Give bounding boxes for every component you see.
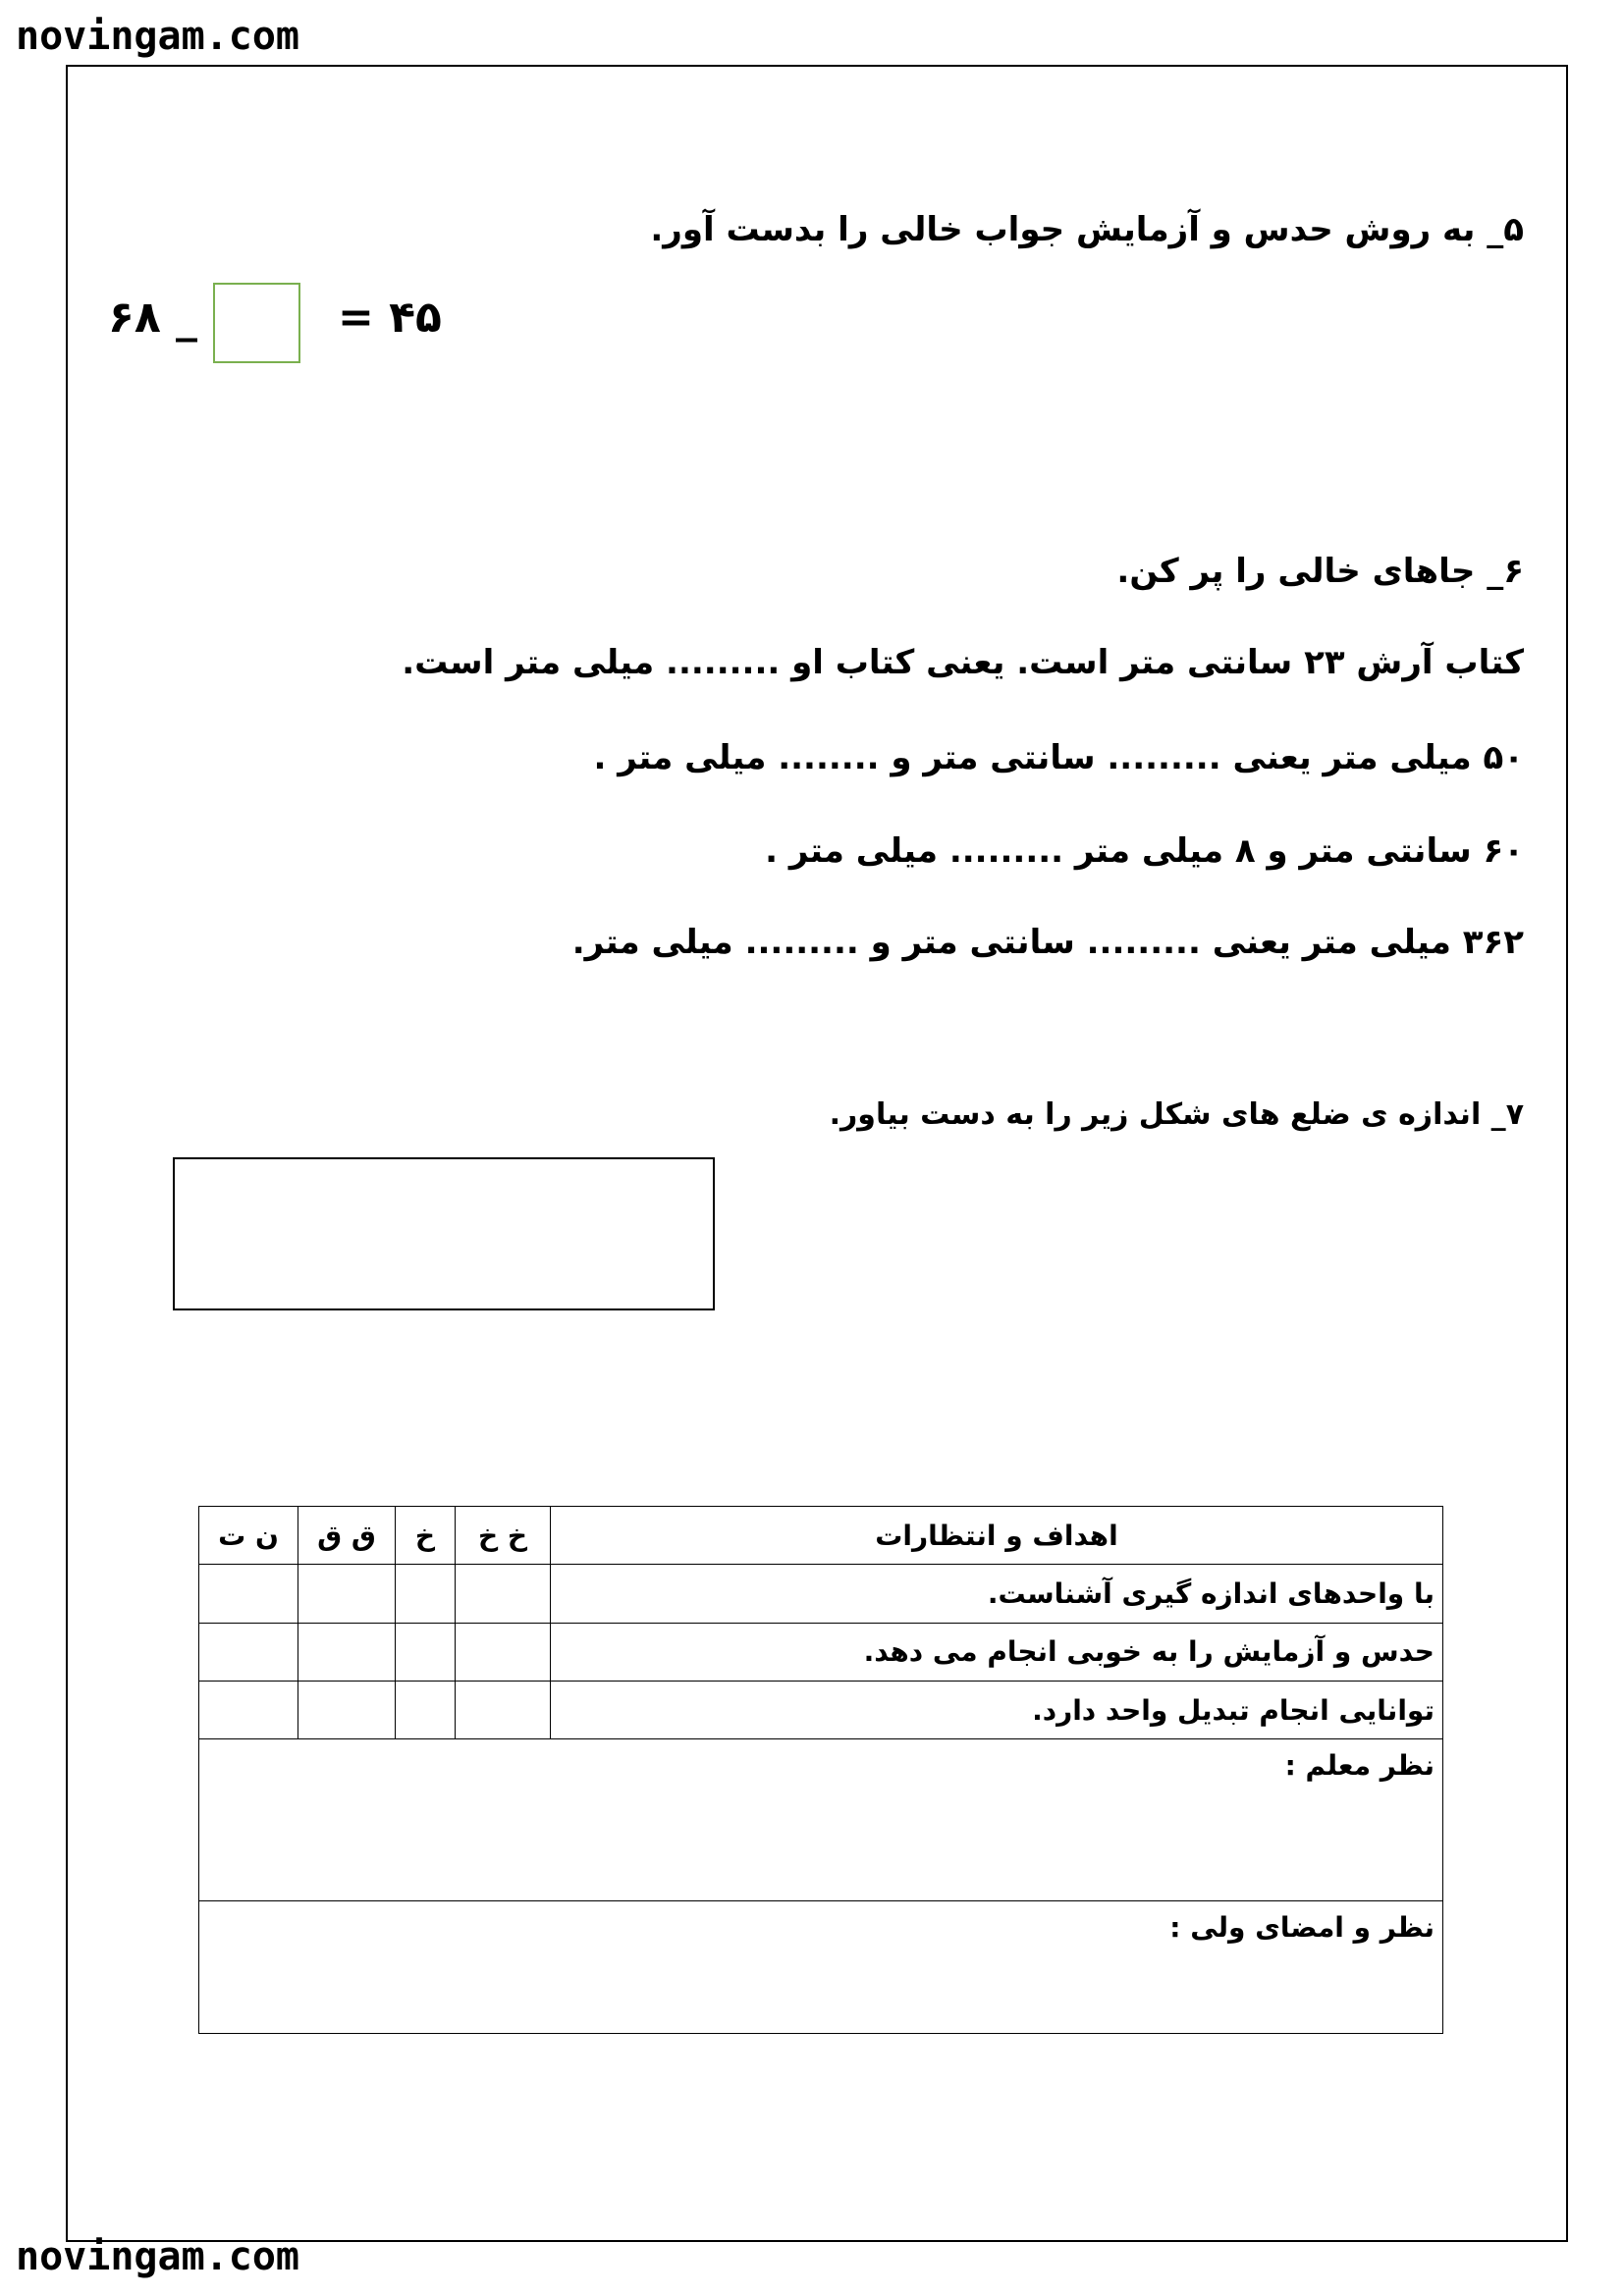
table-row <box>199 1623 1443 1681</box>
mark-cell[interactable] <box>456 1623 551 1681</box>
question-5-title: ۵_ به روش حدس و آزمایش جواب خالی را بدست آور. <box>650 210 1524 249</box>
mark-cell[interactable] <box>199 1681 298 1738</box>
mark-cell[interactable] <box>298 1623 396 1681</box>
mark-cell[interactable] <box>298 1565 396 1623</box>
evaluation-table <box>198 1506 1443 2034</box>
header-kh: خ <box>396 1507 456 1565</box>
teacher-note[interactable]: نظر معلم : <box>199 1739 1443 1901</box>
question-6-title: ۶_ جاهای خالی را پر کن. <box>1116 552 1524 591</box>
watermark-top: novingam.com <box>16 14 299 59</box>
equation <box>108 283 452 363</box>
parent-note[interactable]: نظر و امضای ولی : <box>199 1901 1443 2034</box>
mark-cell[interactable] <box>199 1623 298 1681</box>
mark-cell[interactable] <box>456 1565 551 1623</box>
mark-cell[interactable] <box>456 1681 551 1738</box>
objective-3: توانایی انجام تبدیل واحد دارد. <box>551 1681 1443 1738</box>
mark-cell[interactable] <box>199 1565 298 1623</box>
fill-blank-line-4: ۳۶۲ میلی متر یعنی ......... سانتی متر و ......... میلی متر. <box>571 923 1524 962</box>
objective-1: با واحدهای اندازه گیری آشناست. <box>551 1565 1443 1623</box>
answer-box[interactable] <box>213 283 300 363</box>
fill-blank-line-1: کتاب آرش ۲۳ سانتی متر است. یعنی کتاب او ......... میلی متر است. <box>402 643 1524 682</box>
mark-cell[interactable] <box>396 1623 456 1681</box>
watermark-bottom: novingam.com <box>16 2234 299 2279</box>
question-7-title: ۷_ اندازه ی ضلع های شکل زیر را به دست بیاور. <box>829 1097 1524 1132</box>
rectangle-figure <box>173 1157 715 1310</box>
mark-cell[interactable] <box>396 1681 456 1738</box>
table-header-row <box>199 1507 1443 1565</box>
header-n-t: ن ت <box>199 1507 298 1565</box>
fill-blank-line-2: ۵۰ میلی متر یعنی ......... سانتی متر و ........ میلی متر . <box>593 738 1524 777</box>
fill-blank-line-3: ۶۰ سانتی متر و ۸ میلی متر ......... میلی متر . <box>765 831 1524 871</box>
header-kh-kh: خ خ <box>456 1507 551 1565</box>
objective-2: حدس و آزمایش را به خوبی انجام می دهد. <box>551 1623 1443 1681</box>
mark-cell[interactable] <box>298 1681 396 1738</box>
equation-minuend: ۶۸ _ <box>108 293 198 343</box>
header-goals: اهداف و انتظارات <box>551 1507 1443 1565</box>
teacher-note-row <box>199 1739 1443 1901</box>
parent-note-row <box>199 1901 1443 2034</box>
equation-result: = ۴۵ <box>338 293 442 343</box>
header-gh-gh: ق ق <box>298 1507 396 1565</box>
mark-cell[interactable] <box>396 1565 456 1623</box>
table-row <box>199 1565 1443 1623</box>
table-row <box>199 1681 1443 1738</box>
